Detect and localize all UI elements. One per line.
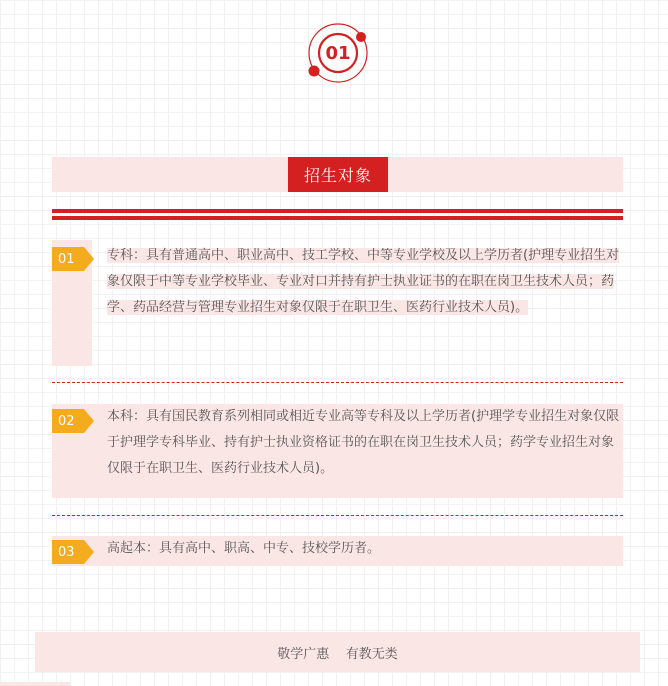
section-title: 招生对象 — [288, 157, 388, 192]
header-divider-top — [52, 209, 623, 213]
list-item — [52, 536, 623, 566]
item-number-tag: 02 — [52, 409, 84, 433]
list-item — [52, 240, 623, 366]
section-number-badge — [307, 22, 369, 84]
item-number-tag: 01 — [52, 247, 84, 271]
item-text — [107, 243, 623, 321]
header-divider-bottom — [52, 216, 623, 220]
item-text: 高起本：具有高中、职高、中专、技校学历者。 — [107, 541, 381, 556]
badge-number: 01 — [325, 42, 351, 64]
dashed-divider — [52, 382, 623, 383]
dashed-divider — [52, 515, 623, 516]
item-text: 本科：具有国民教育系列相同或相近专业高等专科及以上学历者(护理学专业招生对象仅限于护理学专科毕业、持有护士执业资格证书的在职在岗卫生技术人员；药学专业招生对象仅限于在职卫生、医药行业技术人员)。 — [107, 409, 620, 476]
list-item — [52, 404, 623, 498]
footer-slogan: 敬学广惠 有教无类 — [35, 632, 640, 672]
item-number-tag: 03 — [52, 540, 84, 564]
corner-decoration — [0, 682, 70, 686]
item-text-content: 专科：具有普通高中、职业高中、技工学校、中等专业学校及以上学历者(护理专业招生对象仅限于中等专业学校毕业、专业对口并持有护士执业证书的在职在岗卫生技术人员；药学、药品经营与管理专业招生对象仅限于在职卫生、医药行业技术人员)。 — [107, 248, 620, 315]
